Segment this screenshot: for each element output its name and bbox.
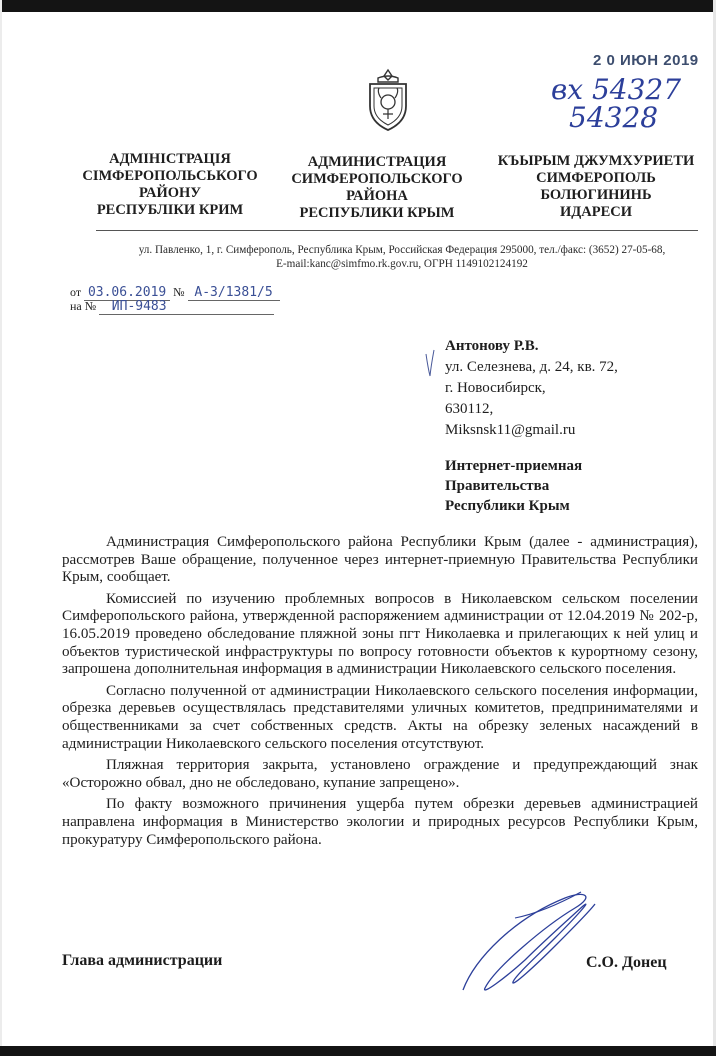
- incoming-number-handwritten-2: 54328: [569, 101, 659, 134]
- recipient-name: Антонову Р.В.: [445, 338, 539, 354]
- reply-reference: на № ИП-9483: [70, 299, 274, 315]
- header-divider: [96, 230, 698, 231]
- reply-number: ИП-9483: [99, 299, 179, 315]
- coat-of-arms-icon: [364, 68, 412, 134]
- paragraph-4: Пляжная территория закрыта, установлено ограждение и предупреждающий знак «Осторожно обвал, дно не обследовано, купание запрещено».: [62, 757, 698, 791]
- recipient-zip: 630112,: [445, 401, 494, 417]
- recipient-email: Miksnsk11@gmail.ru: [445, 422, 576, 438]
- outgoing-reference: от 03.06.2019 № А-3/1381/5: [70, 285, 280, 301]
- paragraph-2: Комиссией по изучению проблемных вопросов в Николаевском сельском поселении Симферопольского района, утвержденной распоряжением администрации от 12.04.2019 № 202-р, 16.05.2019 проведено обследование пляжной зоны пгт Николаевка и прилегающих к ней улиц и объектов туристической инфраструктуры по вопросу готовности объектов к курортному сезону, запрошена дополнительная информация в администрации Николаевского сельского поселения.: [62, 590, 698, 678]
- outgoing-number: А-3/1381/5: [188, 285, 280, 301]
- signatory-name: С.О. Донец: [586, 954, 667, 971]
- check-mark-icon: [424, 348, 436, 378]
- signatory-title: Глава администрации: [62, 952, 223, 969]
- recipient-internet-reception: Интернет-приемная Правительства Республики Крым: [445, 458, 583, 514]
- paragraph-1: Администрация Симферопольского района Республики Крым (далее - администрация), рассмотрев Ваше обращение, полученное через интернет-приемную Правительства Республики Крым, сообщает.: [62, 534, 698, 586]
- bottom-scan-edge: [0, 1046, 716, 1056]
- left-scan-edge: [0, 0, 2, 1056]
- org-name-crimean-tatar: КЪЫРЫМ ДЖУМХУРИЕТИ СИМФЕРОПОЛЬ БОЛЮГИНИНЬ ИДАРЕСИ: [497, 153, 695, 220]
- incoming-number-handwritten-1: вх 54327: [551, 73, 682, 106]
- paragraph-5: По факту возможного причинения ущерба путем обрезки деревьев администрацией направлена информация в Министерство экологии и природных ресурсов Республики Крым, прокуратуру Симферопольского района.: [62, 796, 698, 848]
- org-address: ул. Павленко, 1, г. Симферополь, Республика Крым, Российская Федерация 295000, тел./факс: (3652) 27-05-68, E-mail:kanc@simfmo.rk.gov.ru, ОГРН 1149102124192: [138, 244, 666, 270]
- outgoing-date: 03.06.2019: [84, 285, 170, 301]
- recipient-address-block: [445, 336, 705, 441]
- top-scan-edge: [0, 0, 716, 12]
- letter-body: [62, 534, 698, 853]
- received-date-stamp: 2 0 ИЮН 2019: [593, 52, 699, 69]
- handwritten-signature: [455, 878, 605, 998]
- org-name-russian: АДМИНИСТРАЦИЯ СИМФЕРОПОЛЬСКОГО РАЙОНА РЕСПУБЛИКИ КРЫМ: [291, 154, 463, 221]
- org-name-ukrainian: АДМІНІСТРАЦІЯ СІМФЕРОПОЛЬСЬКОГО РАЙОНУ РЕСПУБЛІКИ КРИМ: [82, 151, 258, 218]
- paragraph-3: Согласно полученной от администрации Николаевского сельского поселения информации, обрезка деревьев осуществлялась представителями уличных комитетов, предпринимателями и общественниками за счет собственных средств. Акты на обрезку зеленых насаждений в администрации Николаевского сельского поселения отсутствуют.: [62, 682, 698, 752]
- recipient-city: г. Новосибирск,: [445, 380, 546, 396]
- recipient-street: ул. Селезнева, д. 24, кв. 72,: [445, 359, 618, 375]
